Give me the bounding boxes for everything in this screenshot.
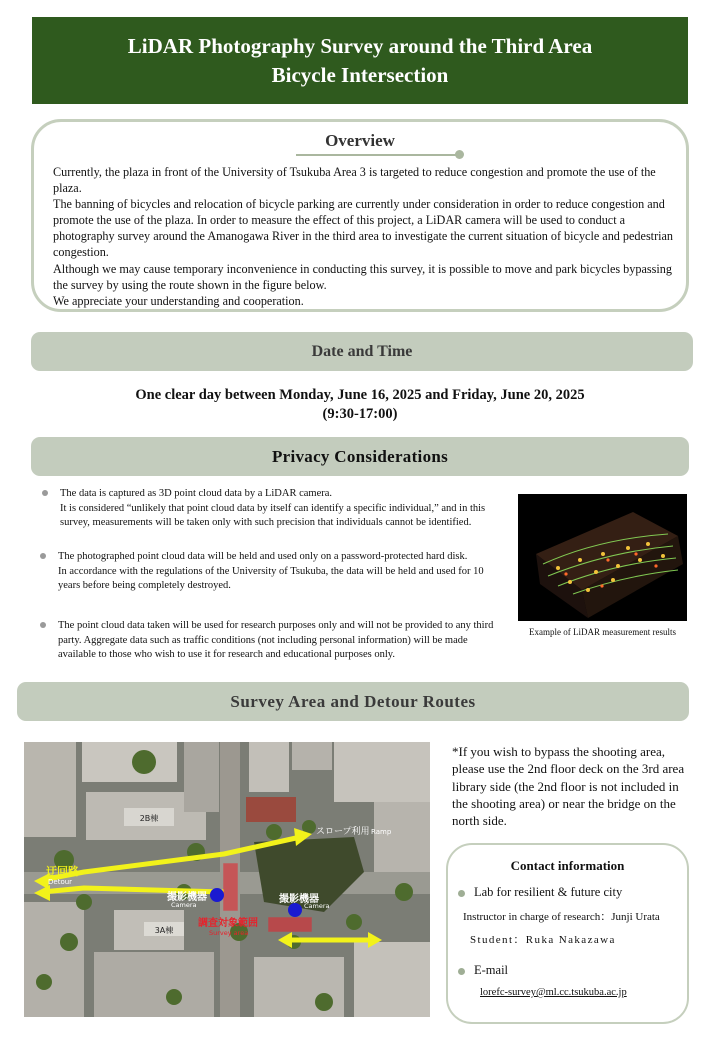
contact-email-link[interactable]: lorefc-survey@ml.cc.tsukuba.ac.jp [480, 987, 627, 998]
time-range: (9:30-17:00) [322, 406, 398, 422]
map-label-detour: 迂回路 [46, 865, 79, 878]
map-label-survey-area-en: Survey area [209, 929, 249, 937]
overview-underline-dot [455, 150, 464, 159]
bullet-icon [40, 622, 46, 628]
bullet-icon [42, 490, 48, 496]
date-range: One clear day between Monday, June 16, 2025 and Friday, June 20, 2025 [135, 387, 585, 403]
detour-note: *If you wish to bypass the shooting area, please use the 2nd floor deck on the 3rd area library side (the 2nd floor is not included in the shooting area) or near the bridge on the north side. [452, 744, 685, 829]
lidar-image-caption: Example of LiDAR measurement results [529, 627, 676, 637]
contact-instructor: Instructor in charge of research：Junji Urata [463, 911, 660, 923]
privacy-item-text: It is considered “unlikely that point cloud data by itself can identify a specific individual,” and in this survey, measurements will be taken only with such precision that individuals cannot be identified. [60, 502, 486, 529]
page-title-line1: LiDAR Photography Survey around the Third Area [127, 33, 593, 58]
privacy-item-text: The photographed point cloud data will be held and used only on a password-protected hard disk. [58, 551, 468, 562]
privacy-item [60, 487, 505, 531]
privacy-item [58, 619, 508, 663]
privacy-item-text: In accordance with the regulations of the University of Tsukuba, the data will be held and used for 10 years before being completely destroyed. [58, 565, 484, 592]
date-text [60, 386, 660, 424]
map-label-2b: 2B棟 [139, 814, 159, 823]
overview-heading: Overview [325, 131, 395, 150]
contact-email-label: E-mail [474, 963, 509, 977]
bullet-icon [458, 968, 465, 975]
map-label-camera-en: Camera [171, 901, 197, 909]
map-label-detour-en: Detour [48, 878, 73, 886]
date-section-heading: Date and Time [31, 332, 693, 371]
bullet-icon [458, 890, 465, 897]
contact-heading: Contact information [510, 858, 625, 873]
privacy-item-text: The data is captured as 3D point cloud data by a LiDAR camera. [60, 488, 333, 499]
overview-underline [296, 154, 460, 156]
contact-box [446, 843, 689, 1024]
privacy-item [58, 550, 508, 594]
overview-paragraph: Currently, the plaza in front of the University of Tsukuba Area 3 is targeted to reduce congestion and promote the use of the plaza. [53, 165, 656, 196]
page-title-line2: Bicycle Intersection [271, 62, 449, 87]
survey-section-heading: Survey Area and Detour Routes [17, 682, 689, 721]
contact-student: Student：Ruka Nakazawa [470, 934, 616, 946]
map-label-ramp-en: Ramp [371, 828, 392, 836]
privacy-section-heading: Privacy Considerations [31, 437, 689, 476]
map-label-camera-2: 撮影機器 [279, 894, 319, 905]
overview-box [31, 119, 689, 312]
lidar-point-cloud-image [518, 494, 687, 621]
overview-text [53, 164, 673, 309]
map-label-survey-area: 調査対象範囲 [198, 918, 258, 929]
overview-paragraph: Although we may cause temporary inconvenience in conducting this survey, it is possible to move and park bicycles bypassing the survey by using the route shown in the figure below. [53, 261, 672, 292]
overview-paragraph: We appreciate your understanding and cooperation. [53, 293, 304, 308]
map-label-slope: スロープ利用 [316, 827, 370, 837]
map-label-camera-2-en: Camera [304, 902, 330, 910]
survey-area-map [24, 742, 430, 1017]
bullet-icon [40, 553, 46, 559]
map-label-camera: 撮影機器 [167, 892, 207, 903]
contact-lab: Lab for resilient & future city [474, 885, 623, 899]
map-label-3a: 3A棟 [154, 926, 174, 935]
page-title [32, 17, 688, 104]
overview-paragraph: The banning of bicycles and relocation of bicycle parking are currently under consideration in order to reduce congestion and promote the use of the plaza. In order to measure the effect of this project, a LiDAR camera will be used to conduct a photography survey around the Amanogawa River in the third area to investigate the current situation of bicycle and pedestrian congestion. [53, 197, 674, 260]
privacy-item-text: The point cloud data taken will be used for research purposes only and will not be provided to any third party. Aggregate data such as traffic conditions (not including personal information) will be made available to those who wish to use it for research and educational purposes only. [58, 620, 494, 661]
